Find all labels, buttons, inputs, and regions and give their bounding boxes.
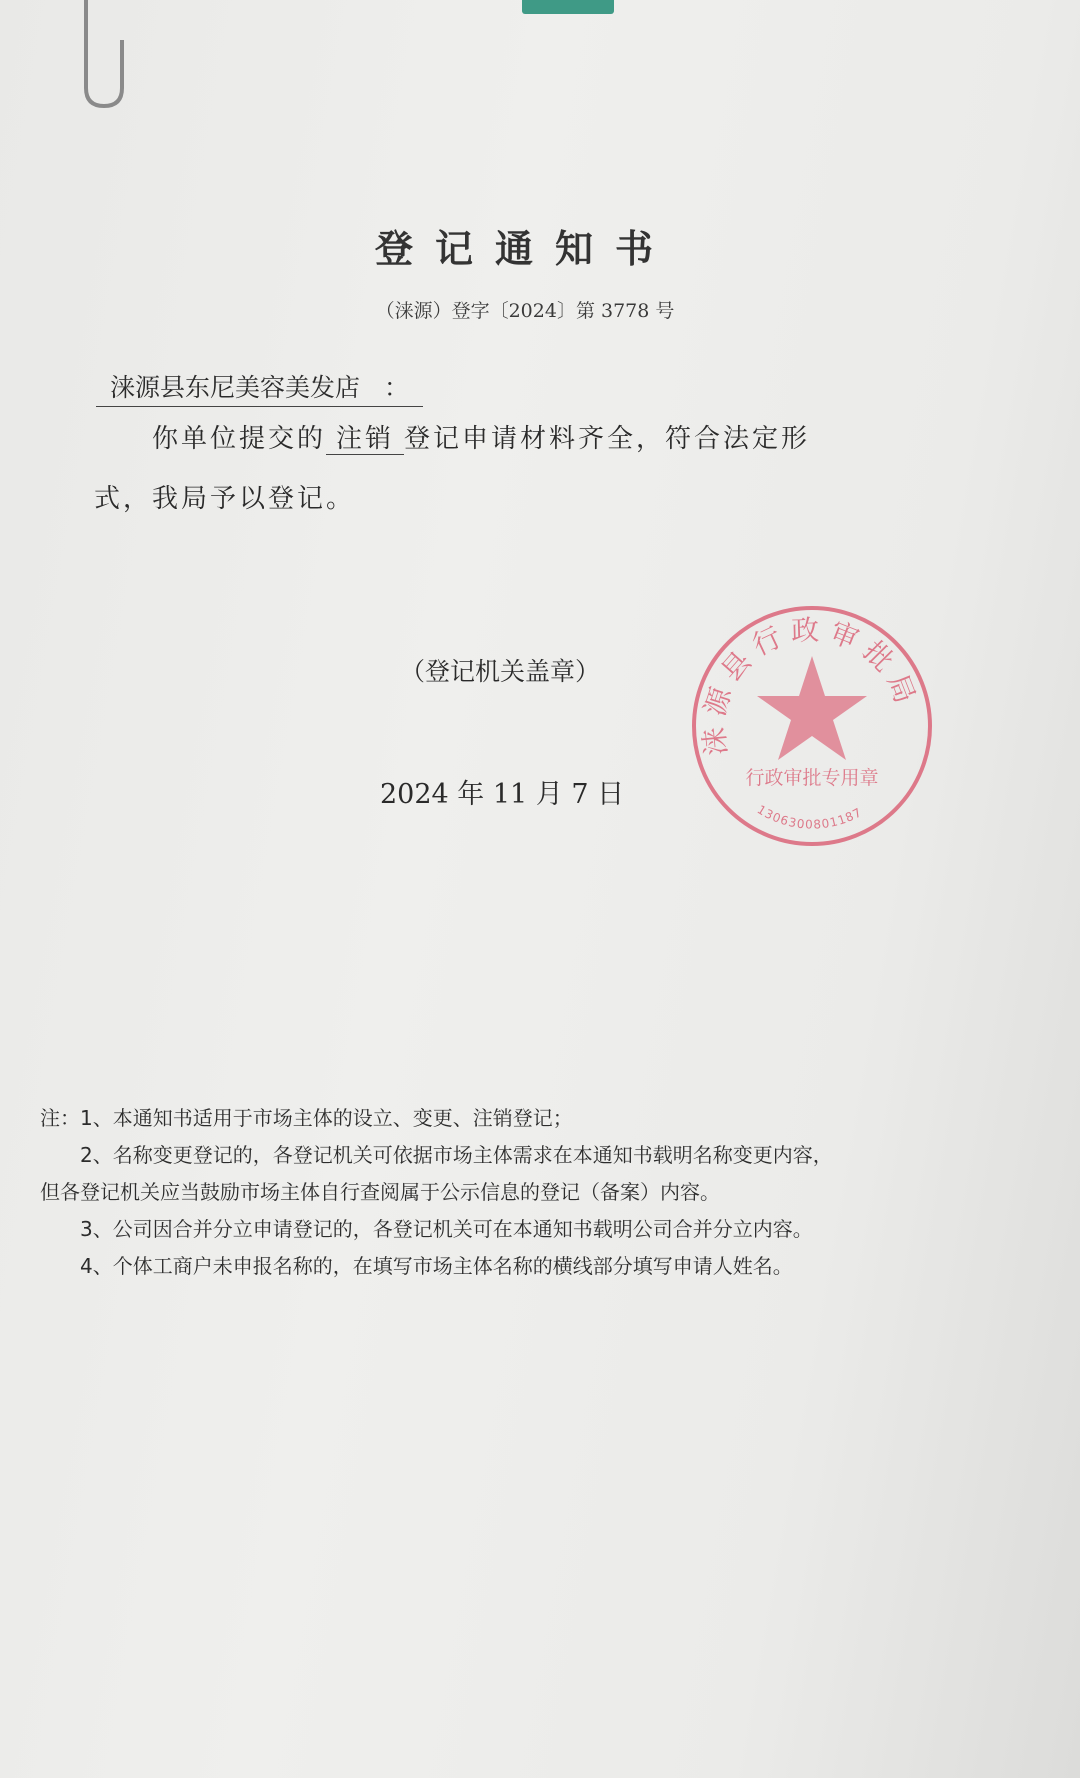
- addressee-colon: ：: [384, 373, 410, 402]
- issue-date: 2024 年 11 月 7 日: [380, 779, 625, 810]
- document-title: 登记通知书: [374, 227, 675, 271]
- note-line: 3、公司因合并分立申请登记的，各登记机关可在本通知书载明公司合并分立内容。: [40, 1217, 813, 1241]
- notes: [40, 1100, 833, 1285]
- body-line-2: 式，我局予以登记。: [94, 484, 356, 514]
- green-tab: [522, 0, 614, 14]
- body-prefix: 你单位提交的: [152, 424, 327, 454]
- seal-subtitle: 行政审批专用章: [745, 767, 879, 789]
- paper-clip-icon: [78, 0, 130, 110]
- seal-code: 1306300801187: [754, 802, 865, 832]
- body-suffix: 登记申请材料齐全，符合法定形: [404, 424, 811, 454]
- svg-text:1306300801187: [755, 802, 865, 831]
- star-icon: [757, 656, 867, 760]
- seal-label: （登记机关盖章）: [400, 657, 601, 686]
- official-seal: [690, 604, 934, 848]
- addressee-name: 涞源县东尼美容美发店: [110, 373, 361, 402]
- note-line: 注：1、本通知书适用于市场主体的设立、变更、注销登记；: [40, 1106, 573, 1130]
- registration-type: 注销: [326, 424, 404, 455]
- note-line: 2、名称变更登记的，各登记机关可依据市场主体需求在本通知书载明名称变更内容，: [40, 1143, 833, 1167]
- body-line-1: [152, 418, 810, 455]
- seal-org-name: 涞源县行政审批局: [696, 613, 925, 757]
- addressee: [96, 368, 423, 407]
- note-line: 但各登记机关应当鼓励市场主体自行查阅属于公示信息的登记（备案）内容。: [40, 1180, 720, 1204]
- document-number: （涞源）登字〔2024〕第 3778 号: [375, 300, 675, 322]
- note-line: 4、个体工商户未申报名称的，在填写市场主体名称的横线部分填写申请人姓名。: [40, 1254, 793, 1278]
